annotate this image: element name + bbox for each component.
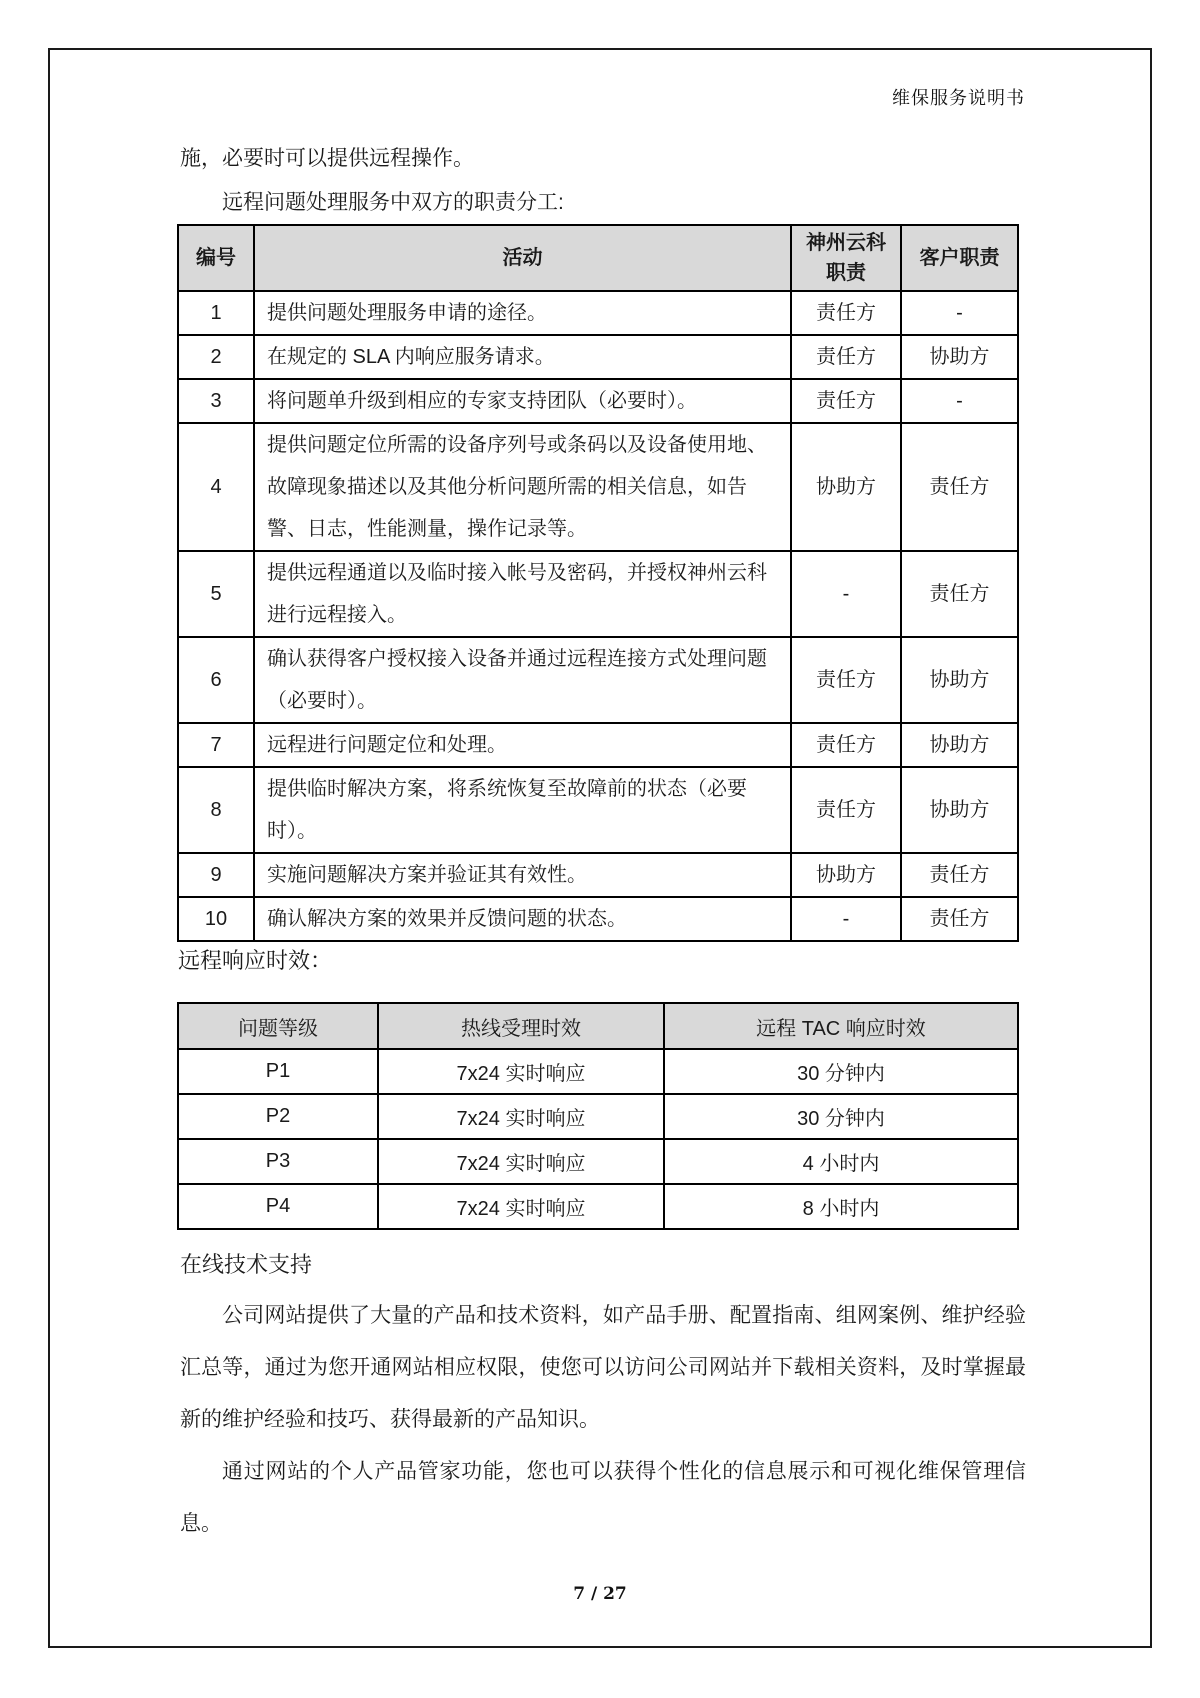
cell-no: 4 xyxy=(178,423,254,551)
table-row xyxy=(178,291,1018,335)
cell-hotline: 7x24 实时响应 xyxy=(378,1094,664,1139)
table-row xyxy=(178,853,1018,897)
cell-customer: 责任方 xyxy=(901,853,1018,897)
cell-no: 2 xyxy=(178,335,254,379)
cell-customer: 协助方 xyxy=(901,637,1018,723)
table-row xyxy=(178,379,1018,423)
responsibility-table-caption: 远程问题处理服务中双方的职责分工: xyxy=(222,191,564,214)
cell-activity: 确认获得客户授权接入设备并通过远程连接方式处理问题（必要时）。 xyxy=(254,637,791,723)
table-header-row xyxy=(178,1003,1018,1049)
cell-no: 5 xyxy=(178,551,254,637)
cell-dcn: 责任方 xyxy=(791,637,901,723)
header-cell-tac: 远程 TAC 响应时效 xyxy=(664,1003,1018,1049)
cell-no: 6 xyxy=(178,637,254,723)
header-cell-hotline: 热线受理时效 xyxy=(378,1003,664,1049)
cell-customer: 协助方 xyxy=(901,335,1018,379)
cell-activity: 在规定的 SLA 内响应服务请求。 xyxy=(254,335,791,379)
paragraph: 通过网站的个人产品管家功能，您也可以获得个性化的信息展示和可视化维保管理信息。 xyxy=(180,1460,1026,1535)
cell-customer: - xyxy=(901,291,1018,335)
header-cell-dcn-line2: 职责 xyxy=(826,262,866,284)
cell-customer: 责任方 xyxy=(901,423,1018,551)
cell-dcn: 责任方 xyxy=(791,379,901,423)
doc-header-title: 维保服务说明书 xyxy=(892,88,1025,109)
cell-level: P4 xyxy=(178,1184,378,1229)
header-cell-level: 问题等级 xyxy=(178,1003,378,1049)
cell-tac: 4 小时内 xyxy=(664,1139,1018,1184)
cell-activity: 远程进行问题定位和处理。 xyxy=(254,723,791,767)
table-row xyxy=(178,1139,1018,1184)
table-row xyxy=(178,335,1018,379)
cell-no: 9 xyxy=(178,853,254,897)
cell-dcn: 责任方 xyxy=(791,767,901,853)
paragraph: 公司网站提供了大量的产品和技术资料，如产品手册、配置指南、组网案例、维护经验汇总等，通过为您开通网站相应权限，使您可以访问公司网站并下载相关资料，及时掌握最新的维护经验和技巧、获得最新的产品知识。 xyxy=(180,1304,1026,1431)
cell-customer: 协助方 xyxy=(901,767,1018,853)
cell-dcn: - xyxy=(791,551,901,637)
cell-activity: 提供问题处理服务申请的途径。 xyxy=(254,291,791,335)
page-number: 7 / 27 xyxy=(573,1584,627,1604)
cell-hotline: 7x24 实时响应 xyxy=(378,1049,664,1094)
cell-tac: 30 分钟内 xyxy=(664,1094,1018,1139)
table-row xyxy=(178,723,1018,767)
header-cell-customer: 客户职责 xyxy=(901,225,1018,291)
table-row xyxy=(178,1094,1018,1139)
cell-activity: 提供远程通道以及临时接入帐号及密码，并授权神州云科进行远程接入。 xyxy=(254,551,791,637)
header-cell-dcn-line1: 神州云科 xyxy=(806,232,886,254)
table-row xyxy=(178,897,1018,941)
online-support-heading: 在线技术支持 xyxy=(180,1252,313,1277)
cell-customer: 责任方 xyxy=(901,897,1018,941)
cell-tac: 8 小时内 xyxy=(664,1184,1018,1229)
response-time-heading: 远程响应时效： xyxy=(178,948,333,973)
table-row xyxy=(178,423,1018,551)
cell-level: P1 xyxy=(178,1049,378,1094)
responsibility-table xyxy=(177,224,1019,942)
cell-no: 1 xyxy=(178,291,254,335)
cell-customer: 责任方 xyxy=(901,551,1018,637)
cell-no: 10 xyxy=(178,897,254,941)
cell-dcn: 协助方 xyxy=(791,853,901,897)
cell-activity: 确认解决方案的效果并反馈问题的状态。 xyxy=(254,897,791,941)
response-time-table xyxy=(177,1002,1019,1230)
table-row xyxy=(178,637,1018,723)
cell-dcn: 协助方 xyxy=(791,423,901,551)
cell-activity: 提供临时解决方案，将系统恢复至故障前的状态（必要时）。 xyxy=(254,767,791,853)
header-cell-no: 编号 xyxy=(178,225,254,291)
cell-dcn: 责任方 xyxy=(791,335,901,379)
cell-tac: 30 分钟内 xyxy=(664,1049,1018,1094)
cell-no: 7 xyxy=(178,723,254,767)
cell-customer: 协助方 xyxy=(901,723,1018,767)
body-text-block xyxy=(180,1290,1026,1550)
header-cell-dcn xyxy=(791,225,901,291)
table-row xyxy=(178,767,1018,853)
cell-no: 3 xyxy=(178,379,254,423)
table-row xyxy=(178,551,1018,637)
cell-hotline: 7x24 实时响应 xyxy=(378,1139,664,1184)
cell-dcn: - xyxy=(791,897,901,941)
cell-level: P2 xyxy=(178,1094,378,1139)
table-row xyxy=(178,1049,1018,1094)
cell-dcn: 责任方 xyxy=(791,291,901,335)
table-row xyxy=(178,1184,1018,1229)
cell-customer: - xyxy=(901,379,1018,423)
cell-no: 8 xyxy=(178,767,254,853)
cell-level: P3 xyxy=(178,1139,378,1184)
table-header-row xyxy=(178,225,1018,291)
cell-dcn: 责任方 xyxy=(791,723,901,767)
cell-activity: 提供问题定位所需的设备序列号或条码以及设备使用地、故障现象描述以及其他分析问题所需的相关信息，如告警、日志，性能测量，操作记录等。 xyxy=(254,423,791,551)
cell-activity: 实施问题解决方案并验证其有效性。 xyxy=(254,853,791,897)
cell-hotline: 7x24 实时响应 xyxy=(378,1184,664,1229)
header-cell-activity: 活动 xyxy=(254,225,791,291)
cell-activity: 将问题单升级到相应的专家支持团队（必要时）。 xyxy=(254,379,791,423)
intro-paragraph: 施，必要时可以提供远程操作。 xyxy=(180,147,474,170)
